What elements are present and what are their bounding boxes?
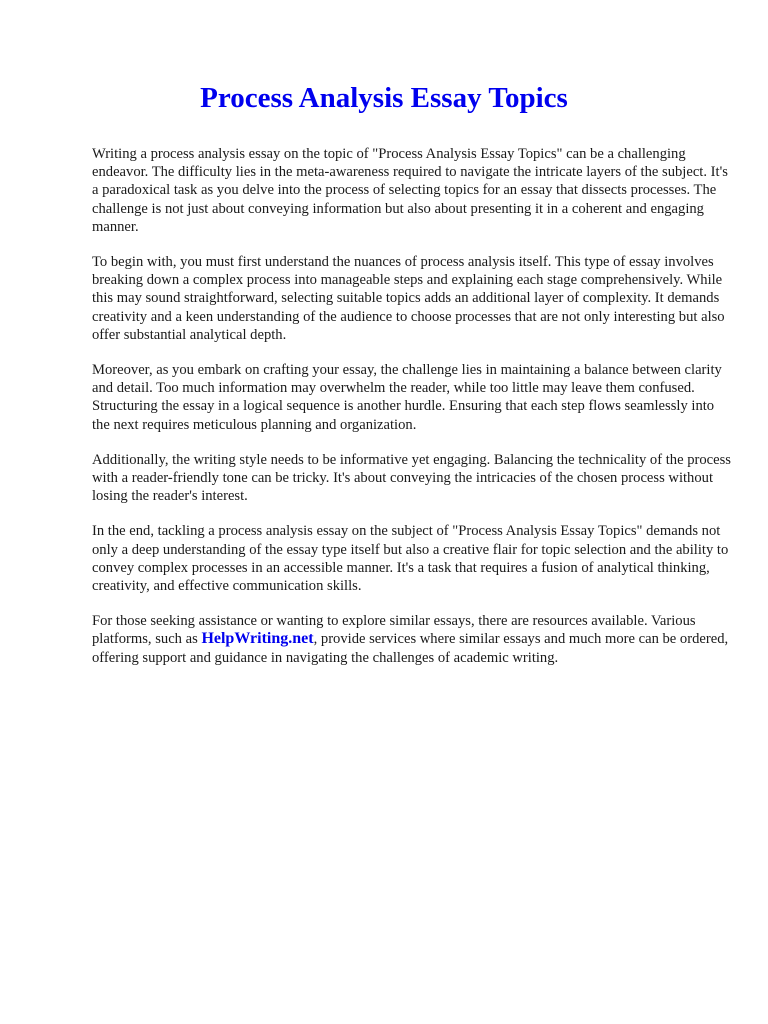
paragraph-nuances: To begin with, you must first understand the nuances of process analysis itself. This type of essay involves breaking down a complex process into manageable steps and explaining each stage comprehensively. While this may sound straightforward, selecting suitable topics adds an additional layer of complexity. It demands creativity and a keen understanding of the audience to choose processes that are not only interesting but also offer substantial analytical depth. [92, 254, 725, 343]
closing-text-before-link: For those seeking assistance or wanting to explore similar essays, there are resources available. Various platforms, such as [92, 613, 696, 648]
paragraph-intro: Writing a process analysis essay on the topic of "Process Analysis Essay Topics" can be a challenging endeavor. The difficulty lies in the meta-awareness required to navigate the intricate layers of the subject. It's a paradoxical task as you delve into the process of selecting topics for an essay that dissects processes. The challenge is not just about conveying information but also about presenting it in a coherent and engaging manner. [92, 146, 728, 235]
page-title: Process Analysis Essay Topics [200, 82, 568, 114]
paragraph-balance: Moreover, as you embark on crafting your essay, the challenge lies in maintaining a balance between clarity and detail. Too much information may overwhelm the reader, while too little may leave them confused. Structuring the essay in a logical sequence is another hurdle. Ensuring that each step flows seamlessly into the next requires meticulous planning and organization. [92, 362, 722, 433]
paragraph-conclusion: In the end, tackling a process analysis essay on the subject of "Process Analysis Essay Topics" demands not only a deep understanding of the essay type itself but also a creative flair for topic selection and the ability to convey complex processes in an accessible manner. It's a task that requires a fusion of analytical thinking, creativity, and effective communication skills. [92, 523, 729, 595]
closing-text-after-link: , provide services where similar essays and much more can be ordered, offering support and guidance in navigating the challenges of academic writing. [92, 631, 729, 666]
paragraph-closing [92, 612, 732, 667]
helpwriting-link[interactable]: HelpWriting.net [201, 630, 314, 648]
paragraph-style: Additionally, the writing style needs to be informative yet engaging. Balancing the technicality of the process with a reader-friendly tone can be tricky. It's about conveying the intricacies of the chosen process without losing the reader's interest. [92, 451, 731, 505]
